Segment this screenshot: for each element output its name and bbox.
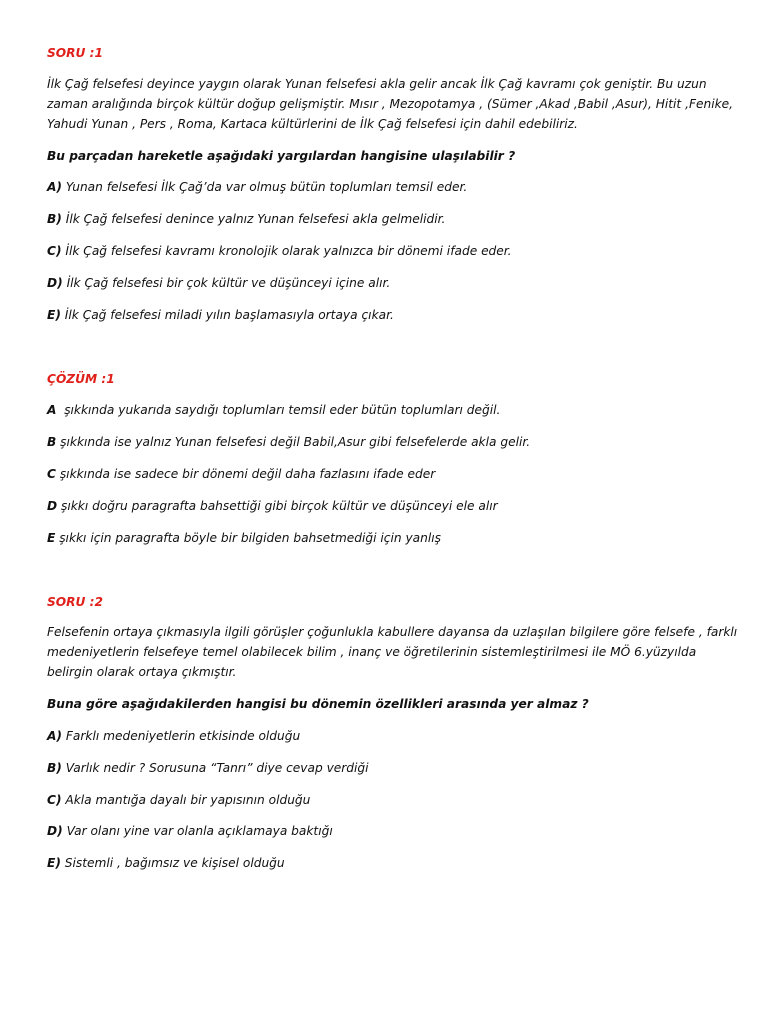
question-1-heading: SORU :1: [47, 46, 104, 60]
solution-1-item-a: [47, 400, 737, 420]
option-letter: A): [47, 729, 63, 743]
question-2-prompt: Buna göre aşağıdakilerden hangisi bu dönemin özellikleri arasında yer almaz ?: [47, 697, 589, 711]
option-text: Akla mantığa dayalı bir yapısının olduğu: [65, 793, 311, 807]
solution-letter: E: [47, 531, 56, 545]
option-text: İlk Çağ felsefesi miladi yılın başlamasıyla ortaya çıkar.: [64, 308, 394, 322]
option-letter: C): [47, 244, 62, 258]
solution-1-item-e: [47, 528, 737, 548]
option-letter: D): [47, 824, 63, 838]
option-text: İlk Çağ felsefesi denince yalnız Yunan felsefesi akla gelmelidir.: [65, 212, 446, 226]
option-text: İlk Çağ felsefesi bir çok kültür ve düşünceyi içine alır.: [66, 276, 391, 290]
solution-letter: C: [47, 467, 56, 481]
option-text: İlk Çağ felsefesi kavramı kronolojik olarak yalnızca bir dönemi ifade eder.: [65, 244, 512, 258]
option-text: Var olanı yine var olanla açıklamaya baktığı: [66, 824, 333, 838]
option-letter: E): [47, 308, 61, 322]
option-text: Yunan felsefesi İlk Çağ’da var olmuş bütün toplumları temsil eder.: [65, 180, 468, 194]
question-2-heading: SORU :2: [47, 595, 104, 609]
option-letter: B): [47, 212, 62, 226]
question-1-prompt: Bu parçadan hareketle aşağıdaki yargılardan hangisine ulaşılabilir ?: [47, 149, 516, 163]
option-letter: A): [47, 180, 63, 194]
option-letter: E): [47, 856, 61, 870]
solution-text: şıkkında yukarıda saydığı toplumları temsil eder bütün toplumları değil.: [64, 403, 501, 417]
solution-1-item-b: [47, 432, 737, 452]
passage-line: belirgin olarak ortaya çıkmıştır.: [47, 665, 237, 679]
question-1-option-c: [47, 241, 737, 261]
question-2-passage: [47, 622, 737, 682]
passage-line: zaman aralığında birçok kültür doğup gelişmiştir. Mısır , Mezopotamya , (Sümer ,Akad ,Babil ,Asur), Hitit ,Fenike,: [47, 97, 734, 111]
passage-line: Yahudi Yunan , Pers , Roma, Kartaca kültürlerini de İlk Çağ felsefesi için dahil edebiliriz.: [47, 117, 578, 131]
solution-1-item-c: [47, 464, 737, 484]
option-text: Varlık nedir ? Sorusuna “Tanrı” diye cevap verdiği: [65, 761, 369, 775]
solution-letter: A: [47, 403, 57, 417]
solution-text: şıkkı doğru paragrafta bahsettiği gibi birçok kültür ve düşünceyi ele alır: [61, 499, 498, 513]
passage-line: medeniyetlerin felsefeye temel olabilecek bilim , inanç ve öğretilerinin sistemleştirilmesi ile MÖ 6.yüzyılda: [47, 645, 697, 659]
question-1-passage: [47, 74, 737, 134]
option-text: Sistemli , bağımsız ve kişisel olduğu: [64, 856, 285, 870]
passage-line: İlk Çağ felsefesi deyince yaygın olarak Yunan felsefesi akla gelir ancak İlk Çağ kavramı çok geniştir. Bu uzun: [47, 77, 707, 91]
solution-text: şıkkında ise sadece bir dönemi değil daha fazlasını ifade eder: [59, 467, 436, 481]
question-1-option-a: [47, 177, 737, 197]
option-text: Farklı medeniyetlerin etkisinde olduğu: [65, 729, 301, 743]
option-letter: B): [47, 761, 62, 775]
question-2-option-c: [47, 790, 737, 810]
option-letter: C): [47, 793, 62, 807]
solution-letter: B: [47, 435, 57, 449]
question-2-option-e: [47, 853, 737, 873]
question-2-option-b: [47, 758, 737, 778]
solution-1-item-d: [47, 496, 737, 516]
question-2-option-a: [47, 726, 737, 746]
solution-letter: D: [47, 499, 58, 513]
solution-1-heading: ÇÖZÜM :1: [47, 372, 115, 386]
solution-text: şıkkında ise yalnız Yunan felsefesi değil Babil,Asur gibi felsefelerde akla gelir.: [60, 435, 531, 449]
question-1-option-e: [47, 305, 737, 325]
solution-text: şıkkı için paragrafta böyle bir bilgiden bahsetmediği için yanlış: [59, 531, 441, 545]
question-1-option-d: [47, 273, 737, 293]
option-letter: D): [47, 276, 63, 290]
question-2-option-d: [47, 821, 737, 841]
question-1-option-b: [47, 209, 737, 229]
passage-line: Felsefenin ortaya çıkmasıyla ilgili görüşler çoğunlukla kabullere dayansa da uzlaşılan bilgilere göre felsefe , farklı: [47, 625, 738, 639]
